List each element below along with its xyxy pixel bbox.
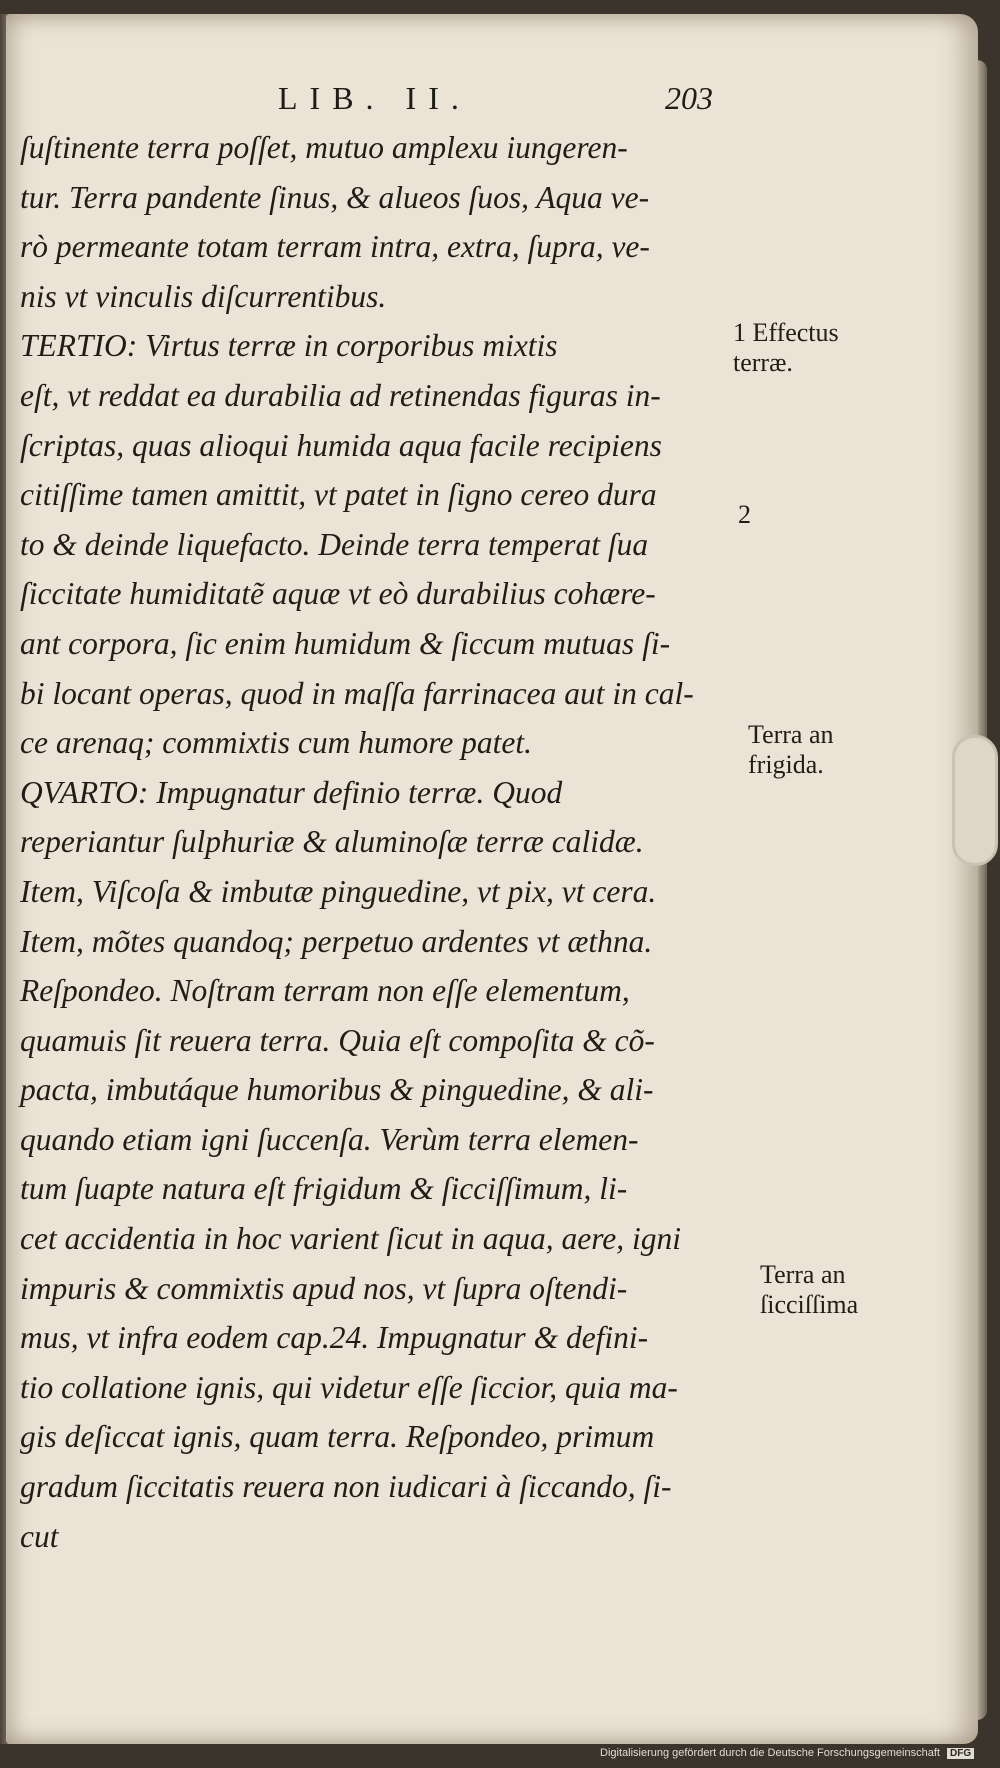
text-line: ſiccitate humiditatẽ aquæ vt eò durabilius cohære-	[20, 576, 656, 612]
text-line: cut	[20, 1518, 59, 1554]
text-line: QVARTO: Impugnatur definio terræ. Quod	[20, 774, 563, 810]
text-line: Item, Viſcoſa & imbutæ pinguedine, vt pix, vt cera.	[20, 873, 657, 909]
margin-note-number	[738, 500, 751, 530]
text-line: bi locant operas, quod in maſſa farrinacea aut in cal-	[20, 675, 694, 711]
text-line: reperiantur ſulphuriæ & aluminoſæ terræ calidæ.	[20, 824, 644, 860]
text-line: tum ſuapte natura eſt frigidum & ſicciſſimum, li-	[20, 1171, 628, 1207]
text-line: quamuis ſit reuera terra. Quia eſt compoſita & cõ-	[20, 1022, 655, 1058]
text-line: Reſpondeo. Noſtram terram non eſſe elementum,	[20, 973, 630, 1009]
margin-note-line: 2	[738, 500, 751, 529]
text-line: rò permeante totam terram intra, extra, ſupra, ve-	[20, 229, 650, 265]
margin-note-frigida	[748, 720, 834, 780]
margin-note-line: Terra an	[760, 1260, 846, 1289]
margin-note-line: Terra an	[748, 720, 834, 749]
margin-note-line: frigida.	[748, 750, 824, 779]
margin-note-effectus	[733, 318, 839, 378]
text-line: pacta, imbutáque humoribus & pinguedine, & ali-	[20, 1072, 654, 1108]
body-text	[20, 123, 730, 1561]
text-line: Item, mõtes quandoq; perpetuo ardentes vt æthna.	[20, 923, 653, 959]
book-clasp	[952, 735, 998, 866]
text-line: cet accidentia in hoc varient ſicut in aqua, aere, igni	[20, 1221, 682, 1257]
margin-note-line: terræ.	[733, 348, 793, 377]
text-line: ſcriptas, quas alioqui humida aqua facile recipiens	[20, 427, 662, 463]
digitization-credit	[600, 1747, 974, 1759]
text-line: mus, vt infra eodem cap.24. Impugnatur & defini-	[20, 1320, 649, 1356]
running-head: LIB. II.	[278, 80, 471, 116]
text-line: ant corpora, ſic enim humidum & ſiccum mutuas ſi-	[20, 625, 671, 661]
margin-note-line: 1 Effectus	[733, 318, 839, 347]
dfg-logo: DFG	[947, 1748, 974, 1759]
text-line: nis vt vinculis diſcurrentibus.	[20, 278, 387, 314]
text-line: gis deſiccat ignis, quam terra. Reſpondeo, primum	[20, 1419, 655, 1455]
credit-text: Digitalisierung gefördert durch die Deutsche Forschungsgemeinschaft	[600, 1747, 940, 1759]
text-line: tur. Terra pandente ſinus, & alueos ſuos, Aqua ve-	[20, 179, 650, 215]
margin-note-siccissima	[760, 1260, 858, 1320]
page-number: 203	[665, 80, 713, 116]
text-line: impuris & commixtis apud nos, vt ſupra oſtendi-	[20, 1270, 628, 1306]
text-line: eſt, vt reddat ea durabilia ad retinendas figuras in-	[20, 377, 661, 413]
text-line: ce arenaq; commixtis cum humore patet.	[20, 725, 533, 761]
text-line: TERTIO: Virtus terræ in corporibus mixtis	[20, 328, 558, 364]
text-line: to & deinde liquefacto. Deinde terra temperat ſua	[20, 526, 649, 562]
text-line: quando etiam igni ſuccenſa. Verùm terra elemen-	[20, 1121, 639, 1157]
page-header	[0, 80, 1000, 120]
margin-note-line: ſicciſſima	[760, 1290, 859, 1319]
text-line: citiſſime tamen amittit, vt patet in ſigno cereo dura	[20, 477, 657, 513]
text-line: gradum ſiccitatis reuera non iudicari à ſiccando, ſi-	[20, 1469, 672, 1505]
text-line: tio collatione ignis, qui videtur eſſe ſiccior, quia ma-	[20, 1369, 678, 1405]
text-line: ſuſtinente terra poſſet, mutuo amplexu iungeren-	[20, 130, 628, 165]
